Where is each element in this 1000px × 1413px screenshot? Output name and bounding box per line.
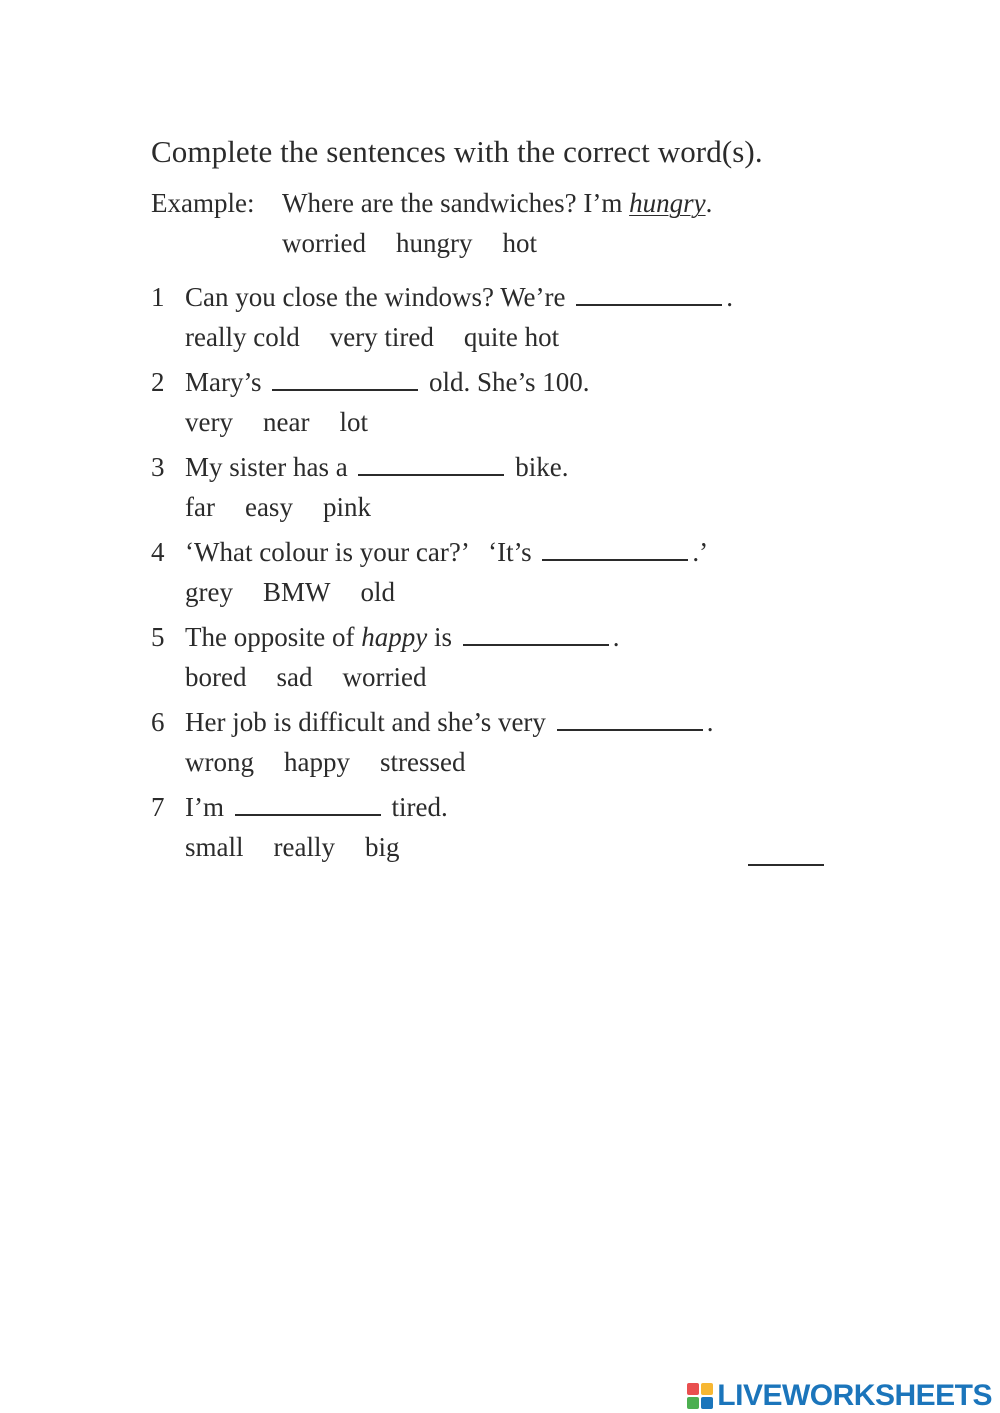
worksheet-title: Complete the sentences with the correct word(s). [151,134,763,169]
score-line[interactable] [748,864,824,866]
answer-blank-3[interactable] [358,454,504,476]
liveworksheets-logo-icon [687,1383,715,1409]
question-text-part: . [706,707,714,737]
option: worried [342,662,427,692]
question-number: 6 [151,707,165,737]
logo-square [701,1383,713,1395]
option: happy [284,747,350,777]
question-number: 5 [151,622,165,652]
question-text-part: tired. [384,792,448,822]
question-4-options [185,577,395,608]
question-text-part: The opposite of [185,622,362,652]
example-sentence-before: Where are the sandwiches? I’m [282,188,630,218]
option: easy [244,492,293,522]
question-text-part: . [612,622,620,652]
question-1-options [185,322,559,353]
question-number: 3 [151,452,165,482]
answer-blank-4[interactable] [542,539,688,561]
option: near [262,407,310,437]
answer-blank-1[interactable] [576,284,722,306]
question-4-text [185,537,708,568]
question-6-text [185,707,713,738]
question-7-options [185,832,399,863]
option: very [185,407,233,437]
question-7-text [185,792,448,823]
option: BMW [262,577,331,607]
example-label: Example: [151,188,255,218]
brand-watermark [687,1379,992,1413]
example-option: worried [282,228,366,258]
question-text-part: . [726,282,733,312]
question-number: 2 [151,367,165,397]
example-options [282,228,537,259]
brand-text: LIVEWORKSHEETS [717,1379,992,1412]
question-5-options [185,662,426,693]
example-sentence [282,188,712,219]
question-italic-word: happy [361,622,428,652]
option: wrong [185,747,254,777]
question-text-part: .’ [692,537,709,567]
question-number: 1 [151,282,165,312]
logo-square [701,1397,713,1409]
question-text-part: My sister has a [185,452,355,482]
example-option: hot [502,228,537,258]
question-2-options [185,407,368,438]
question-text-part: is [427,622,459,652]
logo-square [687,1383,699,1395]
question-3-text [185,452,568,483]
question-text-part: ‘What colour is your car?’ ‘It’s [185,537,539,567]
option: bored [185,662,247,692]
question-text-part: I’m [185,792,231,822]
option: small [185,832,244,862]
answer-blank-2[interactable] [272,369,418,391]
answer-blank-6[interactable] [557,709,703,731]
question-number: 4 [151,537,165,567]
question-6-options [185,747,465,778]
question-number: 7 [151,792,165,822]
question-5-text [185,622,619,653]
answer-blank-5[interactable] [463,624,609,646]
question-2-text [185,367,590,398]
option: lot [339,407,368,437]
option: quite hot [463,322,560,352]
option: sad [276,662,313,692]
example-sentence-after: . [705,188,713,218]
question-1-text [185,282,733,313]
example-answer: hungry [629,188,706,218]
option: old [360,577,395,607]
option: pink [322,492,371,522]
question-text-part: Mary’s [185,367,269,397]
question-3-options [185,492,371,523]
question-text-part: Her job is difficult and she’s very [185,707,553,737]
option: big [364,832,400,862]
question-text-part: bike. [508,452,569,482]
option: far [185,492,215,522]
option: grey [185,577,233,607]
option: really [273,832,335,862]
question-text-part: Can you close the windows? We’re [185,282,573,312]
option: very tired [329,322,434,352]
example-option: hungry [395,228,473,258]
question-text-part: old. She’s 100. [422,367,590,397]
logo-square [687,1397,699,1409]
option: really cold [185,322,300,352]
answer-blank-7[interactable] [235,794,381,816]
option: stressed [379,747,466,777]
